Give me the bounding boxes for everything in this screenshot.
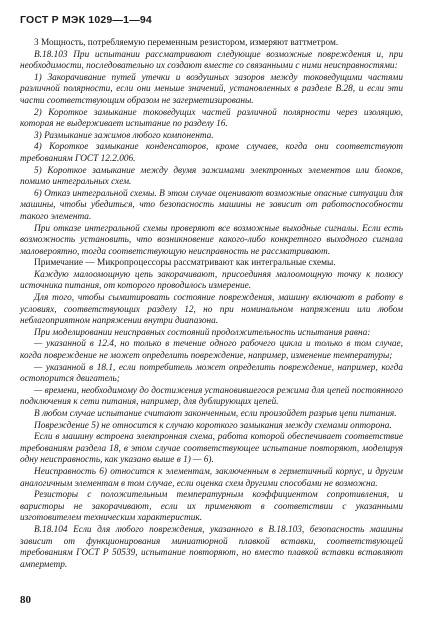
paragraph: 4) Короткое замыкание конденсаторов, кроме случаев, когда они соответствуют требованиям ГОСТ 12.2.006.	[20, 142, 403, 164]
paragraph: В любом случае испытание считают законченным, если произойдет разрыв цепи питания.	[34, 409, 397, 419]
paragraph: Если в машину встроена электронная схема, работа которой обеспечивает соответствие требованиям раздела 18, в этом случае соответствующее испытание повторяют, моделируя одну неисправность, как указано выше в 1) — 6).	[20, 432, 403, 466]
paragraph: При отказе интегральной схемы проверяют все возможные выходные сигналы. Если есть возможность установить, что возникновение какого-либо конкретного выходного сигнала маловероятно, тогда соответствующую неисправность не рассматривают.	[20, 223, 403, 257]
paragraph: — времени, необходимому до достижения установившегося режима для цепей постоянного подключения к сети питания, например, для дублирующих цепей.	[20, 385, 403, 408]
paragraph: Для того, чтобы сымитировать состояние повреждения, машину включают в работу в условиях, соответствующих разделу 12, но при номинальном напряжении или любом неблагоприятном напряжении внутри диапазона.	[20, 293, 403, 327]
paragraph: — указанной в 18.1, если потребитель может определить повреждение, например, когда остопорится двигатель;	[20, 362, 403, 385]
paragraph: 1) Закорачивание путей утечки и воздушных зазоров между токоведущими частями различной полярности, если они меньше значений, установленных в разделе В.28, и если эти части соответствующим образом не загерметизированы.	[20, 72, 403, 106]
paragraph: — указанной в 12.4, но только в течение одного рабочего цикла и только в том случае, когда повреждение не может определить повреждение, например, изменение температуры;	[20, 339, 403, 362]
paragraph: Каждую малоомощную цепь закорачивают, присоединяя малоомощную точку к полюсу источника питания, от которого проводилось измерение.	[20, 269, 403, 292]
document-body	[20, 38, 403, 571]
paragraph: Резисторы с положительным температурным коэффициентом сопротивления, и варисторы не закорачивают, если их применяют в соответствии с указанными изготовителем техническим характеристик.	[20, 490, 403, 524]
paragraph: В.18.103 При испытании рассматривают следующие возможные повреждения и, при необходимости, последовательно их создают вместе со связанными с ними неисправностями:	[20, 49, 403, 72]
paragraph: 2) Короткое замыкание токоведущих частей различной полярности через изоляцию, которая не выдерживает испытание по разделу 16.	[20, 107, 403, 130]
paragraph: Неисправность 6) относится к элементам, заключенным в герметичный корпус, и другим аналогичным элементам в том случае, если оценка схем другими способами не возможна.	[20, 466, 403, 489]
paragraph: 5) Короткое замыкание между двумя зажимами электронных элементов или блоков, помимо интегральных схем.	[20, 165, 403, 188]
paragraph: 3) Размыкание зажимов любого компонента.	[34, 130, 214, 141]
page-header: ГОСТ Р МЭК 1029—1—94	[20, 14, 152, 26]
paragraph: 3 Мощность, потребляемую переменным резистором, измеряют ваттметром.	[34, 38, 339, 48]
paragraph: 6) Отказ интегральной схемы. В этом случае оценивают возможные опасные ситуации для машины, чтобы убедиться, что безопасность машины не зависит от работоспособности такого элемента.	[20, 188, 403, 222]
paragraph: В.18.104 Если для любого повреждения, указанного в В.18.103, безопасность машины зависит от функционирования миниатюрной плавкой вставки, соответствующей требованиям ГОСТ Р 50539, испытание повторяют, но вместо плавкой вставки вставляют амперметр.	[20, 524, 403, 570]
paragraph: Примечание — Микропроцессоры рассматривают как интегральные схемы.	[34, 258, 336, 269]
page-number: 80	[20, 594, 31, 606]
paragraph: Повреждение 5) не относится к случаю короткого замыкания между схемами опторона.	[34, 420, 392, 431]
paragraph: При моделировании неисправных состояний продолжительность испытания равна:	[34, 327, 371, 338]
